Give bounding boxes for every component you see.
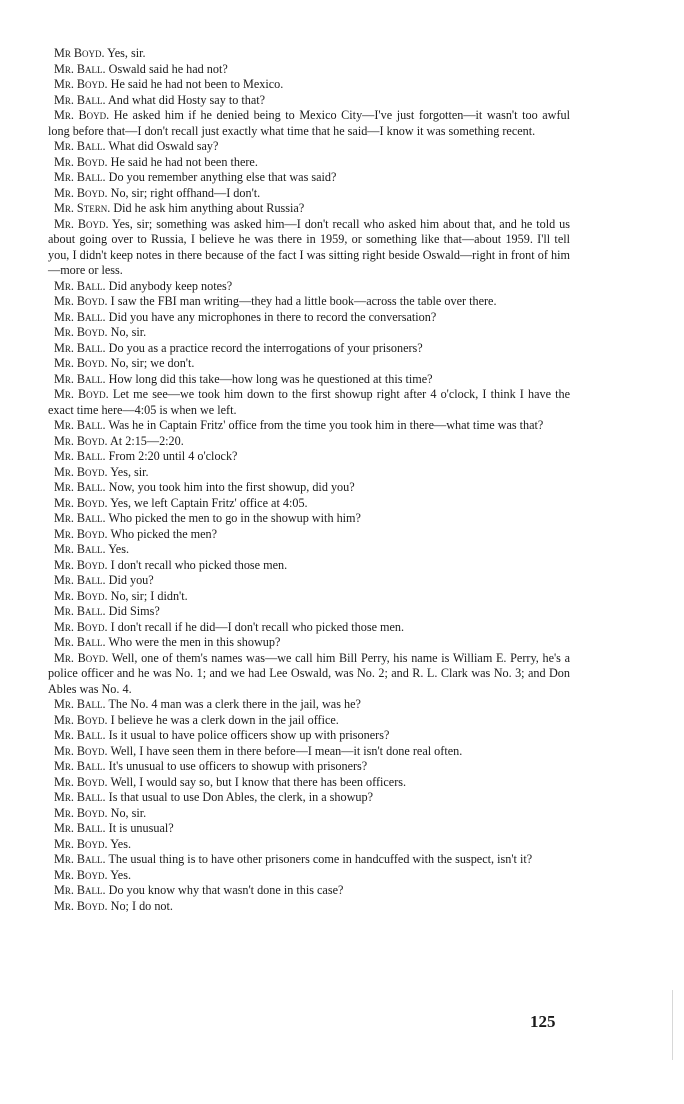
speaker-label: Mr. Ball. — [54, 821, 106, 835]
utterance-text: Who were the men in this showup? — [108, 635, 281, 649]
speaker-label: Mr. Ball. — [54, 418, 106, 432]
testimony-paragraph — [48, 744, 570, 760]
testimony-paragraph — [48, 93, 570, 109]
speaker-label: Mr. Ball. — [54, 92, 106, 107]
speaker-label: Mr. Boyd. — [54, 108, 110, 122]
speaker-label: Mr. Boyd. — [54, 495, 108, 510]
utterance-text: Yes. — [110, 836, 131, 851]
utterance-text: Was he in Captain Fritz' office from the time you took him in there—what time was that? — [108, 418, 544, 432]
utterance-text: It is unusual? — [108, 821, 174, 835]
speaker-label: Mr. Boyd. — [54, 433, 108, 448]
speaker-label: Mr. Ball. — [54, 309, 106, 324]
speaker-label: Mr. Ball. — [54, 697, 106, 711]
utterance-text: I don't recall if he did—I don't recall who picked those men. — [110, 619, 405, 634]
speaker-label: Mr. Boyd. — [54, 867, 108, 882]
speaker-label: Mr. Boyd. — [54, 650, 109, 665]
speaker-label: Mr. Boyd. — [54, 588, 108, 603]
testimony-paragraph — [48, 868, 570, 884]
speaker-label: Mr. Ball. — [54, 790, 106, 804]
utterance-text: How long did this take—how long was he questioned at this time? — [108, 371, 433, 386]
speaker-label: Mr. Boyd. — [54, 387, 109, 401]
testimony-paragraph — [48, 77, 570, 93]
utterance-text: Now, you took him into the first showup, did you? — [108, 480, 355, 494]
speaker-label: Mr. Ball. — [54, 371, 106, 386]
speaker-label: Mr. Stern. — [54, 201, 111, 215]
testimony-paragraph — [48, 821, 570, 837]
testimony-paragraph — [48, 620, 570, 636]
testimony-paragraph — [48, 713, 570, 729]
testimony-paragraph — [48, 201, 570, 217]
speaker-label: Mr. Boyd. — [54, 712, 108, 727]
testimony-paragraph — [48, 434, 570, 450]
utterance-text: I saw the FBI man writing—they had a little book—across the table over there. — [110, 294, 497, 308]
speaker-label: Mr. Boyd. — [54, 294, 108, 308]
testimony-paragraph — [48, 310, 570, 326]
utterance-text: Oswald said he had not? — [108, 61, 228, 76]
testimony-paragraph — [48, 46, 570, 62]
utterance-text: Yes. — [110, 867, 131, 882]
testimony-paragraph — [48, 604, 570, 620]
utterance-text: He asked him if he denied being to Mexico City—I've just forgotten—it wasn't too awful long before that—I don't recall just exactly what time that he said—I know it was something recent. — [48, 108, 571, 138]
utterance-text: Well, I have seen them in there before—I mean—it isn't done real often. — [110, 743, 463, 758]
speaker-label: Mr. Boyd. — [54, 526, 108, 541]
speaker-label: Mr. Ball. — [54, 883, 106, 897]
testimony-paragraph — [48, 108, 570, 139]
speaker-label: Mr. Ball. — [54, 728, 106, 742]
utterance-text: No, sir; right offhand—I don't. — [110, 185, 261, 200]
utterance-text: Did Sims? — [108, 604, 160, 618]
speaker-label: Mr. Ball. — [54, 511, 106, 525]
utterance-text: No, sir. — [110, 325, 147, 339]
testimony-paragraph — [48, 217, 570, 279]
utterance-text: Yes, sir. — [107, 46, 146, 60]
testimony-paragraph — [48, 651, 570, 698]
testimony-paragraph — [48, 635, 570, 651]
utterance-text: It's unusual to use officers to showup with prisoners? — [108, 759, 368, 773]
utterance-text: The usual thing is to have other prisoners come in handcuffed with the suspect, isn't it? — [108, 852, 533, 866]
speaker-label: Mr. Boyd. — [54, 805, 108, 820]
testimony-paragraph — [48, 790, 570, 806]
testimony-paragraph — [48, 496, 570, 512]
speaker-label: Mr. Ball. — [54, 61, 106, 76]
speaker-label: Mr. Ball. — [54, 542, 106, 556]
page-number: 125 — [530, 1012, 556, 1031]
testimony-paragraph — [48, 852, 570, 868]
speaker-label: Mr. Boyd. — [54, 154, 108, 169]
speaker-label: Mr. Boyd. — [54, 774, 108, 789]
testimony-paragraph — [48, 294, 570, 310]
utterance-text: No, sir. — [110, 805, 147, 820]
speaker-label: Mr. Boyd. — [54, 743, 108, 758]
utterance-text: Is that usual to use Don Ables, the clerk, in a showup? — [108, 790, 374, 804]
utterance-text: Yes, we left Captain Fritz' office at 4:05. — [110, 495, 308, 510]
utterance-text: Yes, sir. — [110, 464, 149, 479]
utterance-text: And what did Hosty say to that? — [107, 92, 266, 107]
testimony-paragraph — [48, 573, 570, 589]
utterance-text: Yes. — [108, 542, 129, 556]
testimony-paragraph — [48, 372, 570, 388]
testimony-paragraph — [48, 155, 570, 171]
utterance-text: Did he ask him anything about Russia? — [113, 201, 305, 215]
testimony-paragraph — [48, 899, 570, 915]
speaker-label: Mr. Boyd. — [54, 557, 108, 572]
speaker-label: Mr. Boyd. — [54, 619, 108, 634]
utterance-text: Who picked the men? — [110, 526, 218, 541]
utterance-text: No, sir; I didn't. — [110, 588, 188, 603]
testimony-paragraph — [48, 186, 570, 202]
utterance-text: Well, I would say so, but I know that there has been officers. — [110, 774, 407, 789]
speaker-label: Mr. Boyd. — [54, 356, 108, 370]
utterance-text: Is it usual to have police officers show up with prisoners? — [108, 728, 390, 742]
page-edge-line — [672, 990, 673, 1060]
speaker-label: Mr. Boyd. — [54, 216, 109, 231]
utterance-text: No, sir; we don't. — [110, 356, 195, 370]
testimony-paragraph — [48, 139, 570, 155]
testimony-paragraph — [48, 325, 570, 341]
testimony-transcript — [48, 46, 570, 914]
utterance-text: I don't recall who picked those men. — [110, 557, 288, 572]
speaker-label: Mr. Ball. — [54, 573, 106, 587]
testimony-paragraph — [48, 697, 570, 713]
testimony-paragraph — [48, 883, 570, 899]
speaker-label: Mr. Ball. — [54, 759, 106, 773]
testimony-paragraph — [48, 465, 570, 481]
speaker-label: Mr. Ball. — [54, 852, 106, 866]
utterance-text: Do you remember anything else that was said? — [108, 170, 337, 184]
speaker-label: Mr. Ball. — [54, 278, 106, 293]
speaker-label: Mr. Boyd. — [54, 464, 108, 479]
utterance-text: He said he had not been to Mexico. — [110, 77, 284, 91]
testimony-paragraph — [48, 806, 570, 822]
testimony-paragraph — [48, 62, 570, 78]
testimony-paragraph — [48, 480, 570, 496]
speaker-label: Mr. Ball. — [54, 604, 106, 618]
testimony-paragraph — [48, 775, 570, 791]
speaker-label: Mr. Ball. — [54, 480, 106, 494]
utterance-text: Well, one of them's names was—we call him Bill Perry, his name is William E. Perry, he's a police officer and he was No. 1; and we had Lee Oswald, was No. 2; and R. L. Clark was No. 3; and Don Ables was No. 4. — [48, 650, 571, 696]
speaker-label: Mr. Boyd. — [54, 325, 108, 339]
utterance-text: Did you have any microphones in there to record the conversation? — [108, 309, 437, 324]
testimony-paragraph — [48, 558, 570, 574]
speaker-label: Mr. Boyd. — [54, 898, 108, 913]
testimony-paragraph — [48, 170, 570, 186]
utterance-text: Let me see—we took him down to the first showup right after 4 o'clock, I think I have the exact time here—4:05 is when we left. — [48, 387, 570, 417]
speaker-label: Mr. Ball. — [54, 340, 106, 355]
utterance-text: I believe he was a clerk down in the jail office. — [110, 712, 339, 727]
speaker-label: Mr. Ball. — [54, 635, 106, 649]
utterance-text: Did you? — [108, 573, 154, 587]
testimony-paragraph — [48, 759, 570, 775]
testimony-paragraph — [48, 356, 570, 372]
testimony-paragraph — [48, 449, 570, 465]
utterance-text: He said he had not been there. — [110, 154, 258, 169]
testimony-paragraph — [48, 418, 570, 434]
utterance-text: What did Oswald say? — [108, 139, 219, 153]
utterance-text: Do you as a practice record the interrogations of your prisoners? — [108, 340, 423, 355]
utterance-text: No; I do not. — [110, 898, 173, 913]
utterance-text: From 2:20 until 4 o'clock? — [108, 449, 238, 463]
speaker-label: Mr Boyd. — [54, 46, 105, 60]
utterance-text: Did anybody keep notes? — [108, 278, 233, 293]
testimony-paragraph — [48, 837, 570, 853]
testimony-paragraph — [48, 387, 570, 418]
testimony-paragraph — [48, 589, 570, 605]
utterance-text: Do you know why that wasn't done in this case? — [108, 883, 344, 897]
speaker-label: Mr. Ball. — [54, 449, 106, 463]
speaker-label: Mr. Ball. — [54, 139, 106, 153]
speaker-label: Mr. Boyd. — [54, 77, 108, 91]
speaker-label: Mr. Boyd. — [54, 185, 108, 200]
testimony-paragraph — [48, 341, 570, 357]
utterance-text: At 2:15—2:20. — [109, 433, 184, 448]
utterance-text: The No. 4 man was a clerk there in the jail, was he? — [108, 697, 361, 711]
utterance-text: Yes, sir; something was asked him—I don't recall who asked him about that, and he told us about going over to Russia, I believe he was there in 1959, or something like that—about 1959. I'll tell you, I didn't keep notes in there because of the fact I was sitting right beside Oswald—right in front of him—more or less. — [48, 216, 570, 277]
testimony-paragraph — [48, 279, 570, 295]
speaker-label: Mr. Ball. — [54, 170, 106, 184]
testimony-paragraph — [48, 542, 570, 558]
testimony-paragraph — [48, 527, 570, 543]
speaker-label: Mr. Boyd. — [54, 836, 108, 851]
testimony-paragraph — [48, 511, 570, 527]
testimony-paragraph — [48, 728, 570, 744]
utterance-text: Who picked the men to go in the showup with him? — [108, 511, 361, 525]
